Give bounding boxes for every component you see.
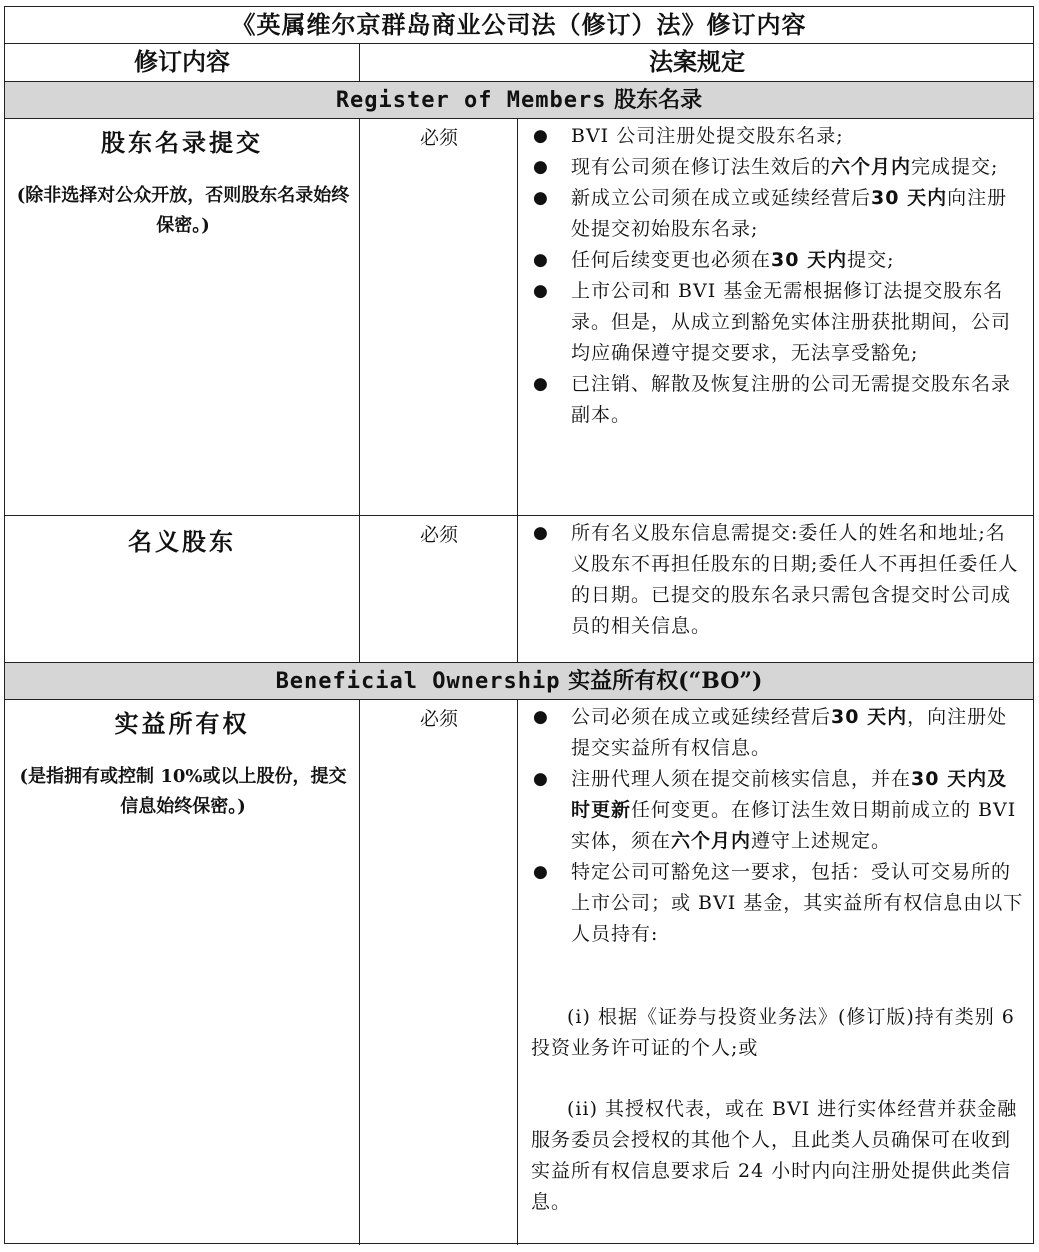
divider [359, 44, 360, 81]
list-item: ● 注册代理人须在提交前核实信息，并在30 天内及时更新任何变更。在修订法生效日期前成立的 BVI 实体，须在六个月内遵守上述规定。 [519, 764, 1025, 857]
section-title-zh: 股东名录 [614, 87, 703, 113]
divider [517, 118, 518, 662]
table-row [5, 119, 1033, 515]
row-title: 股东名录提交 [101, 128, 263, 157]
row-title: 名义股东 [128, 527, 236, 556]
requirement-cell: 必须 [419, 524, 458, 546]
row-title: 实益所有权 [114, 709, 250, 738]
list-item: ● 已注销、解散及恢复注册的公司无需提交股东名录副本。 [519, 369, 1025, 431]
requirement-cell: 必须 [419, 127, 458, 149]
sub-clause: (i) 根据《证券与投资业务法》(修订版)持有类别 6 投资业务许可证的个人;或 [531, 1006, 1015, 1059]
list-item: ● 任何后续变更也必须在30 天内提交; [519, 245, 1025, 276]
section-beneficial-ownership [5, 663, 1033, 699]
divider [359, 699, 360, 1245]
divider [517, 699, 518, 1245]
provision-list [519, 518, 1025, 642]
row-note: (是指拥有或控制 10%或以上股份，提交信息始终保密。) [19, 766, 347, 817]
section-title-zh: 实益所有权(“BO”) [568, 668, 763, 694]
sub-clause: (ii) 其授权代表，或在 BVI 进行实体经营并获金融服务委员会授权的其他个人，且此类人员确保可在收到实益所有权信息要求后 24 小时内向注册处提供此类信息。 [531, 1098, 1018, 1213]
row-note: (除非选择对公众开放，否则股东名录始终保密。) [16, 185, 350, 236]
provision-list [519, 702, 1025, 950]
requirement-cell: 必须 [419, 708, 458, 730]
table-header-row [5, 44, 1033, 80]
list-item: ● 新成立公司须在成立或延续经营后30 天内向注册处提交初始股东名录; [519, 183, 1025, 245]
table-title: 《英属维尔京群岛商业公司法（修订）法》修订内容 [231, 10, 807, 39]
list-item: ● 现有公司须在修订法生效后的六个月内完成提交; [519, 152, 1025, 183]
provision-list [519, 121, 1025, 431]
section-register-of-members [5, 82, 1033, 118]
table-row [5, 516, 1033, 662]
list-item: ● 所有名义股东信息需提交:委任人的姓名和地址;名义股东不再担任股东的日期;委任人不再担任委任人的日期。已提交的股东名录只需包含提交时公司成员的相关信息。 [519, 518, 1025, 642]
list-item: ● 上市公司和 BVI 基金无需根据修订法提交股东名录。但是，从成立到豁免实体注册获批期间，公司均应确保遵守提交要求，无法享受豁免; [519, 276, 1025, 369]
amendment-table [4, 6, 1034, 1244]
header-provision: 法案规定 [649, 47, 745, 76]
list-item: ● 特定公司可豁免这一要求，包括：受认可交易所的上市公司；或 BVI 基金，其实益所有权信息由以下人员持有: [519, 857, 1025, 950]
section-title-en: Beneficial Ownership [275, 669, 561, 694]
table-row [5, 700, 1033, 1243]
section-title-en: Register of Members [335, 88, 607, 113]
divider [359, 118, 360, 662]
header-amendment: 修订内容 [134, 47, 230, 76]
list-item: ● 公司必须在成立或延续经营后30 天内，向注册处提交实益所有权信息。 [519, 702, 1025, 764]
list-item: ● BVI 公司注册处提交股东名录; [519, 121, 1025, 152]
